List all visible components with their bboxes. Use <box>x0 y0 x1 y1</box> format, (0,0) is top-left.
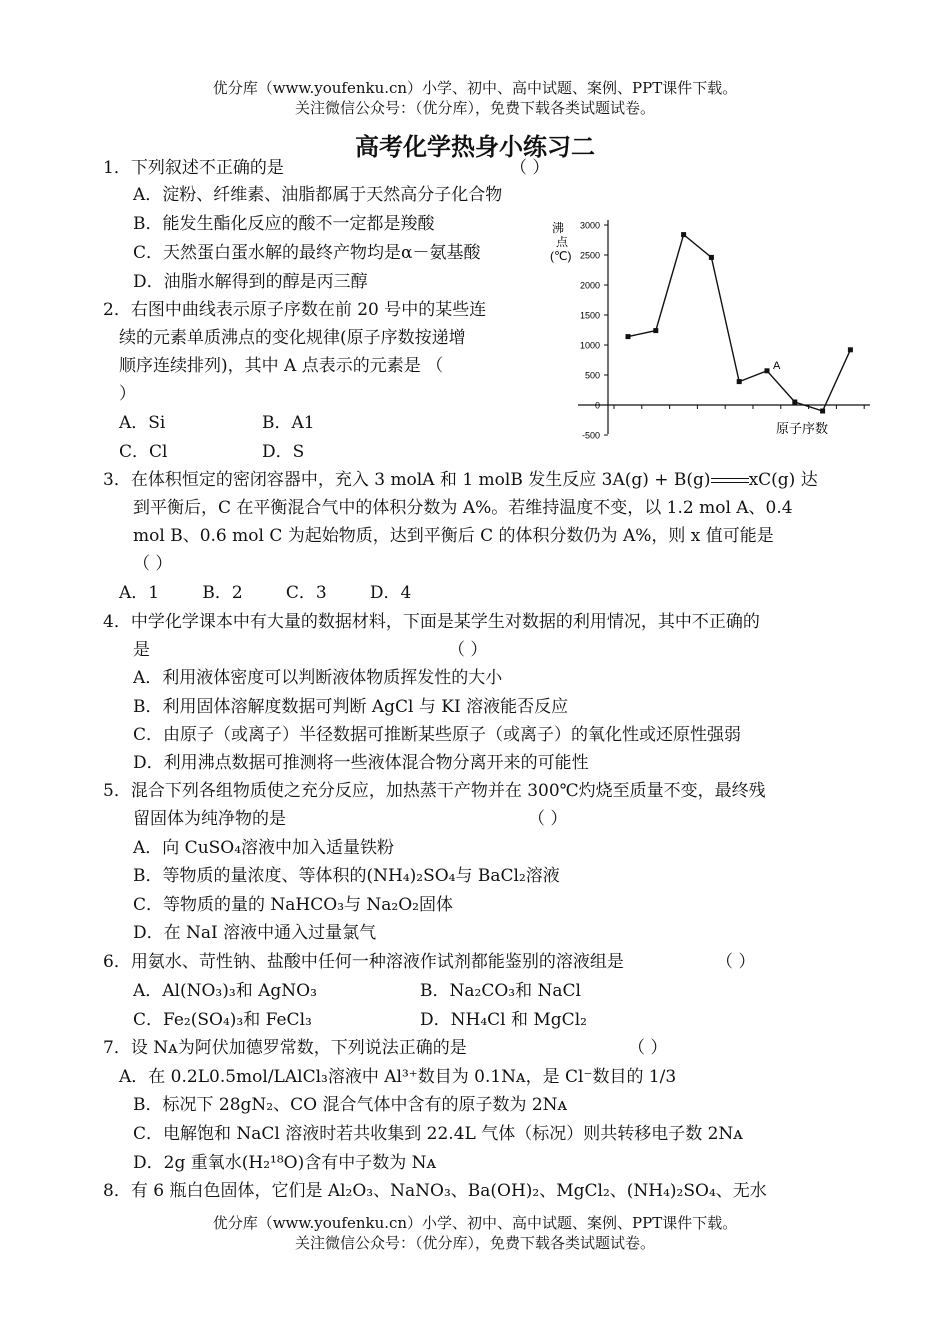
q4-line-1: 4．中学化学课本中有大量的数据材料，下面是某学生对数据的利用情况，其中不正确的 <box>103 612 760 632</box>
chart-ytick-label: 2500 <box>579 250 600 261</box>
q8-line-1: 8．有 6 瓶白色固体，它们是 Al₂O₃、NaNO₃、Ba(OH)₂、MgCl₂、(NH₄)₂SO₄、无水 <box>103 1181 767 1201</box>
q5-line-2: 留固体为纯净物的是 <box>133 809 286 829</box>
chart-ylabel-3: (℃) <box>550 249 572 263</box>
chart-point <box>820 409 825 414</box>
q3-line-1b: xC(g) 达 <box>748 470 818 490</box>
chart-point <box>848 347 853 352</box>
chart-ytick-label: 0 <box>594 400 600 411</box>
q5-option-b: B．等物质的量浓度、等体积的(NH₄)₂SO₄与 BaCl₂溶液 <box>133 866 560 886</box>
q4-option-a: A．利用液体密度可以判断液体物质挥发性的大小 <box>133 668 503 688</box>
q1-option-d: D．油脂水解得到的醇是丙三醇 <box>133 272 368 292</box>
q4-line-2: 是 <box>133 640 150 660</box>
chart-ytick-label: 500 <box>584 370 600 381</box>
q2-line-4: ） <box>119 384 136 404</box>
chart-ytick-label: 2000 <box>579 280 600 291</box>
q4-paren: （ ） <box>448 640 488 660</box>
footer-line-2: 关注微信公众号：（优分库），免费下载各类试题试卷。 <box>294 1234 655 1252</box>
boiling-point-chart <box>548 212 878 447</box>
q3-line-4: （ ） <box>133 554 173 574</box>
chart-annotation-a: A <box>773 359 781 372</box>
q6-option-b: B．Na₂CO₃和 NaCl <box>420 981 581 1001</box>
chart-point <box>626 334 631 339</box>
q4-option-b: B．利用固体溶解度数据可判断 AgCl 与 KI 溶液能否反应 <box>133 697 569 717</box>
q5-option-c: C．等物质的量的 NaHCO₃与 Na₂O₂固体 <box>133 895 453 915</box>
q6-option-c: C．Fe₂(SO₄)₃和 FeCl₃ <box>133 1010 312 1030</box>
equilibrium-arrow-icon <box>711 476 749 486</box>
q3-line-1 <box>103 469 818 491</box>
q2-line-2: 续的元素单质沸点的变化规律(原子序数按递增 <box>119 328 466 348</box>
q5-line-1: 5．混合下列各组物质使之充分反应，加热蒸干产物并在 300℃灼烧至质量不变，最终残 <box>103 781 766 801</box>
chart-ylabel-1: 沸 <box>552 221 565 235</box>
q4-option-d: D．利用沸点数据可推测将一些液体混合物分离开来的可能性 <box>133 753 589 773</box>
q1-option-a: A．淀粉、纤维素、油脂都属于天然高分子化合物 <box>133 185 503 205</box>
q4-option-c: C．由原子（或离子）半径数据可推断某些原子（或离子）的氧化性或还原性强弱 <box>133 725 742 745</box>
q1-option-c: C．天然蛋白蛋水解的最终产物均是α－氨基酸 <box>133 243 481 263</box>
chart-ylabel-2: 点 <box>556 235 569 249</box>
q6-stem: 6．用氨水、苛性钠、盐酸中任何一种溶液作试剂都能鉴别的溶液组是 <box>103 952 624 972</box>
chart-point <box>765 368 770 373</box>
q2-option-a: A．Si <box>119 413 166 433</box>
q2-option-b: B．A1 <box>262 413 315 433</box>
chart-point <box>792 400 797 405</box>
q2-option-c: C．Cl <box>119 442 168 462</box>
q3-line-3: mol B、0.6 mol C 为起始物质，达到平衡后 C 的体积分数仍为 A%，则 x 值可能是 <box>133 526 774 546</box>
chart-ytick-label: -500 <box>581 430 600 441</box>
chart-point <box>737 379 742 384</box>
q7-option-b: B．标况下 28gN₂、CO 混合气体中含有的原子数为 2Nᴀ <box>133 1095 568 1115</box>
chart-point <box>681 232 686 237</box>
q2-line-1: 2．右图中曲线表示原子序数在前 20 号中的某些连 <box>103 300 487 320</box>
q7-option-c: C．电解饱和 NaCl 溶液时若共收集到 22.4L 气体（标况）则共转移电子数 2Nᴀ <box>133 1124 743 1144</box>
header-line-2: 关注微信公众号：（优分库），免费下载各类试题试卷。 <box>294 99 655 117</box>
q2-line-3: 顺序连续排列)，其中 A 点表示的元素是 （ <box>119 356 444 376</box>
q1-paren: （ ） <box>510 158 550 178</box>
chart-series-line <box>628 235 850 411</box>
q3-options: A．1 B．2 C．3 D．4 <box>119 583 412 603</box>
q3-line-1a: 3．在体积恒定的密闭容器中，充入 3 molA 和 1 molB 发生反应 3A(g) + B(g) <box>103 470 711 490</box>
q7-option-a: A．在 0.2L0.5mol/LAlCl₃溶液中 Al³⁺数目为 0.1Nᴀ，是 Cl⁻数目的 1/3 <box>119 1067 677 1087</box>
q1-stem: 1．下列叙述不正确的是 <box>103 158 284 178</box>
q6-option-a: A．Al(NO₃)₃和 AgNO₃ <box>133 981 317 1001</box>
header-line-1: 优分库（www.youfenku.cn）小学、初中、高中试题、案例、PPT课件下载。 <box>212 79 738 97</box>
chart-xlabel: 原子序数 <box>776 421 829 436</box>
q6-option-d: D．NH₄Cl 和 MgCl₂ <box>420 1010 587 1030</box>
q2-option-d: D．S <box>262 442 305 462</box>
chart-ytick-label: 1500 <box>579 310 600 321</box>
q6-paren: （ ） <box>716 952 756 972</box>
chart-ytick-label: 3000 <box>579 220 600 231</box>
chart-ytick-label: 1000 <box>579 340 600 351</box>
q7-stem: 7．设 Nᴀ为阿伏加德罗常数，下列说法正确的是 <box>103 1038 467 1058</box>
q5-option-a: A．向 CuSO₄溶液中加入适量铁粉 <box>133 838 395 858</box>
footer-line-1: 优分库（www.youfenku.cn）小学、初中、高中试题、案例、PPT课件下载。 <box>212 1214 738 1232</box>
q7-option-d: D．2g 重氧水(H₂¹⁸O)含有中子数为 Nᴀ <box>133 1153 437 1173</box>
chart-point <box>709 255 714 260</box>
q5-paren: （ ） <box>528 809 568 829</box>
chart-point <box>653 328 658 333</box>
q1-option-b: B．能发生酯化反应的酸不一定都是羧酸 <box>133 214 435 234</box>
page-title: 高考化学热身小练习二 <box>355 132 595 161</box>
q3-line-2: 到平衡后，C 在平衡混合气中的体积分数为 A%。若维持温度不变，以 1.2 mol A、0.4 <box>133 498 793 518</box>
q5-option-d: D．在 NaI 溶液中通入过量氯气 <box>133 923 377 943</box>
q7-paren: （ ） <box>628 1038 668 1058</box>
